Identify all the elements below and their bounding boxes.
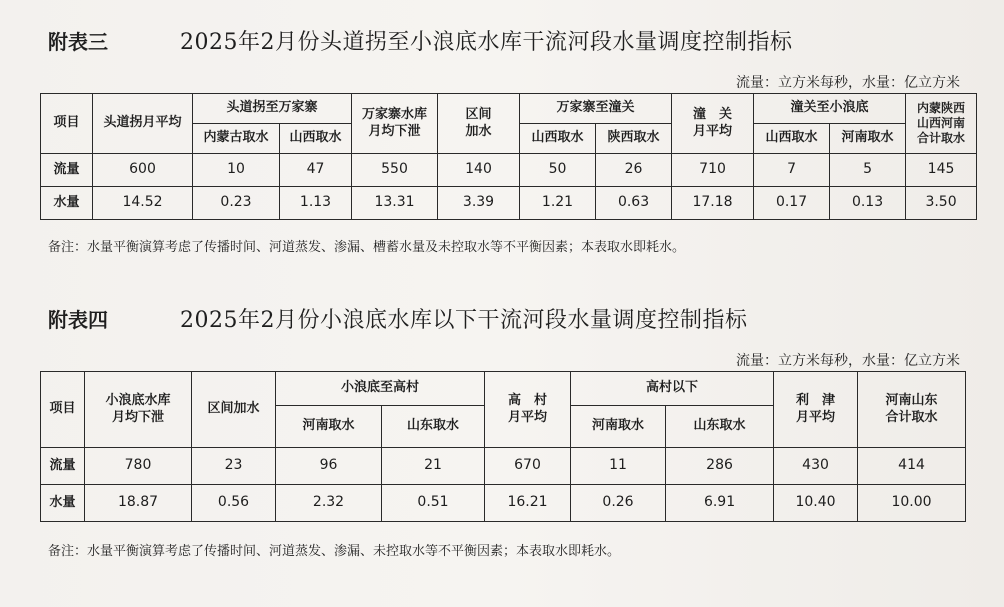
table-cell: 0.13 xyxy=(830,187,906,220)
table-cell: 10.40 xyxy=(774,485,858,522)
table-cell: 0.23 xyxy=(193,187,280,220)
table3-header-group1: 头道拐至万家寨 xyxy=(193,94,352,124)
table-cell: 1.21 xyxy=(520,187,596,220)
table3-header-interval: 区间 加水 xyxy=(438,94,520,154)
table-cell: 5 xyxy=(830,154,906,187)
table-cell: 286 xyxy=(666,448,774,485)
table4-units: 流量：立方米每秒，水量：亿立方米 xyxy=(736,353,960,369)
table-cell: 13.31 xyxy=(352,187,438,220)
table3-header-toudaoguai: 头道拐月平均 xyxy=(93,94,193,154)
table-cell: 17.18 xyxy=(672,187,754,220)
table-cell: 23 xyxy=(192,448,276,485)
table-cell: 2.32 xyxy=(276,485,382,522)
table4-label: 附表四 xyxy=(48,307,108,332)
table3-units: 流量：立方米每秒，水量：亿立方米 xyxy=(736,75,960,91)
table4-header-g1-a: 河南取水 xyxy=(276,406,382,448)
table3-note: 备注：水量平衡演算考虑了传播时间、河道蒸发、渗漏、槽蓄水量及未控取水等不平衡因素；本表取水即耗水。 xyxy=(48,240,686,255)
table3-header-item: 项目 xyxy=(41,94,93,154)
table3-header-tongguan: 潼 关 月平均 xyxy=(672,94,754,154)
table-cell: 11 xyxy=(571,448,666,485)
table-cell: 3.39 xyxy=(438,187,520,220)
table4-header-g2-b: 山东取水 xyxy=(666,406,774,448)
table-cell: 670 xyxy=(485,448,571,485)
table-cell: 430 xyxy=(774,448,858,485)
table4 xyxy=(40,371,966,522)
table-cell: 0.26 xyxy=(571,485,666,522)
table-cell: 47 xyxy=(280,154,352,187)
row-label: 流量 xyxy=(41,154,93,187)
table4-title: 2025年2月份小浪底水库以下干流河段水量调度控制指标 xyxy=(180,307,748,333)
table-cell: 414 xyxy=(858,448,966,485)
table-cell: 140 xyxy=(438,154,520,187)
table4-header-g1-b: 山东取水 xyxy=(382,406,485,448)
row-label: 水量 xyxy=(41,485,85,522)
table3-header-total: 内蒙陕西 山西河南 合计取水 xyxy=(906,94,977,154)
table4-note: 备注：水量平衡演算考虑了传播时间、河道蒸发、渗漏、未控取水等不平衡因素；本表取水即耗水。 xyxy=(48,544,621,559)
table3-header-g2-a: 山西取水 xyxy=(520,124,596,154)
table3-header-g3-b: 河南取水 xyxy=(830,124,906,154)
table3-header-g1-b: 山西取水 xyxy=(280,124,352,154)
table4-header-g2-a: 河南取水 xyxy=(571,406,666,448)
table3-header-group3: 潼关至小浪底 xyxy=(754,94,906,124)
table-cell: 780 xyxy=(85,448,192,485)
table-cell: 18.87 xyxy=(85,485,192,522)
table3 xyxy=(40,93,977,220)
table-row xyxy=(41,448,966,485)
table-cell: 14.52 xyxy=(93,187,193,220)
table-cell: 10.00 xyxy=(858,485,966,522)
table-cell: 3.50 xyxy=(906,187,977,220)
table4-header-item: 项目 xyxy=(41,372,85,448)
table-row xyxy=(41,187,977,220)
table-cell: 16.21 xyxy=(485,485,571,522)
table3-title: 2025年2月份头道拐至小浪底水库干流河段水量调度控制指标 xyxy=(180,29,793,55)
table-cell: 26 xyxy=(596,154,672,187)
row-label: 水量 xyxy=(41,187,93,220)
table4-title-row xyxy=(48,300,948,336)
table-cell: 0.17 xyxy=(754,187,830,220)
table4-header-group2: 高村以下 xyxy=(571,372,774,406)
table-cell: 50 xyxy=(520,154,596,187)
table-cell: 96 xyxy=(276,448,382,485)
table3-label: 附表三 xyxy=(48,29,108,54)
row-label: 流量 xyxy=(41,448,85,485)
table3-header-g3-a: 山西取水 xyxy=(754,124,830,154)
table-cell: 0.63 xyxy=(596,187,672,220)
table4-header-group1: 小浪底至高村 xyxy=(276,372,485,406)
table-cell: 7 xyxy=(754,154,830,187)
table-cell: 21 xyxy=(382,448,485,485)
table4-header-xiaolangdi: 小浪底水库 月均下泄 xyxy=(85,372,192,448)
table3-header-g2-b: 陕西取水 xyxy=(596,124,672,154)
table-cell: 600 xyxy=(93,154,193,187)
table4-header-lijin: 利 津 月平均 xyxy=(774,372,858,448)
table-cell: 145 xyxy=(906,154,977,187)
table-cell: 0.56 xyxy=(192,485,276,522)
table-cell: 0.51 xyxy=(382,485,485,522)
table3-title-row xyxy=(48,22,948,58)
table3-header-wanjiazhai: 万家寨水库 月均下泄 xyxy=(352,94,438,154)
table-row xyxy=(41,154,977,187)
table-cell: 1.13 xyxy=(280,187,352,220)
table3-header-group2: 万家寨至潼关 xyxy=(520,94,672,124)
table-cell: 710 xyxy=(672,154,754,187)
table-cell: 6.91 xyxy=(666,485,774,522)
table4-header-interval: 区间加水 xyxy=(192,372,276,448)
table-cell: 550 xyxy=(352,154,438,187)
table4-header-gaocun: 高 村 月平均 xyxy=(485,372,571,448)
table-row xyxy=(41,485,966,522)
table4-header-total: 河南山东 合计取水 xyxy=(858,372,966,448)
table3-header-g1-a: 内蒙古取水 xyxy=(193,124,280,154)
table-cell: 10 xyxy=(193,154,280,187)
